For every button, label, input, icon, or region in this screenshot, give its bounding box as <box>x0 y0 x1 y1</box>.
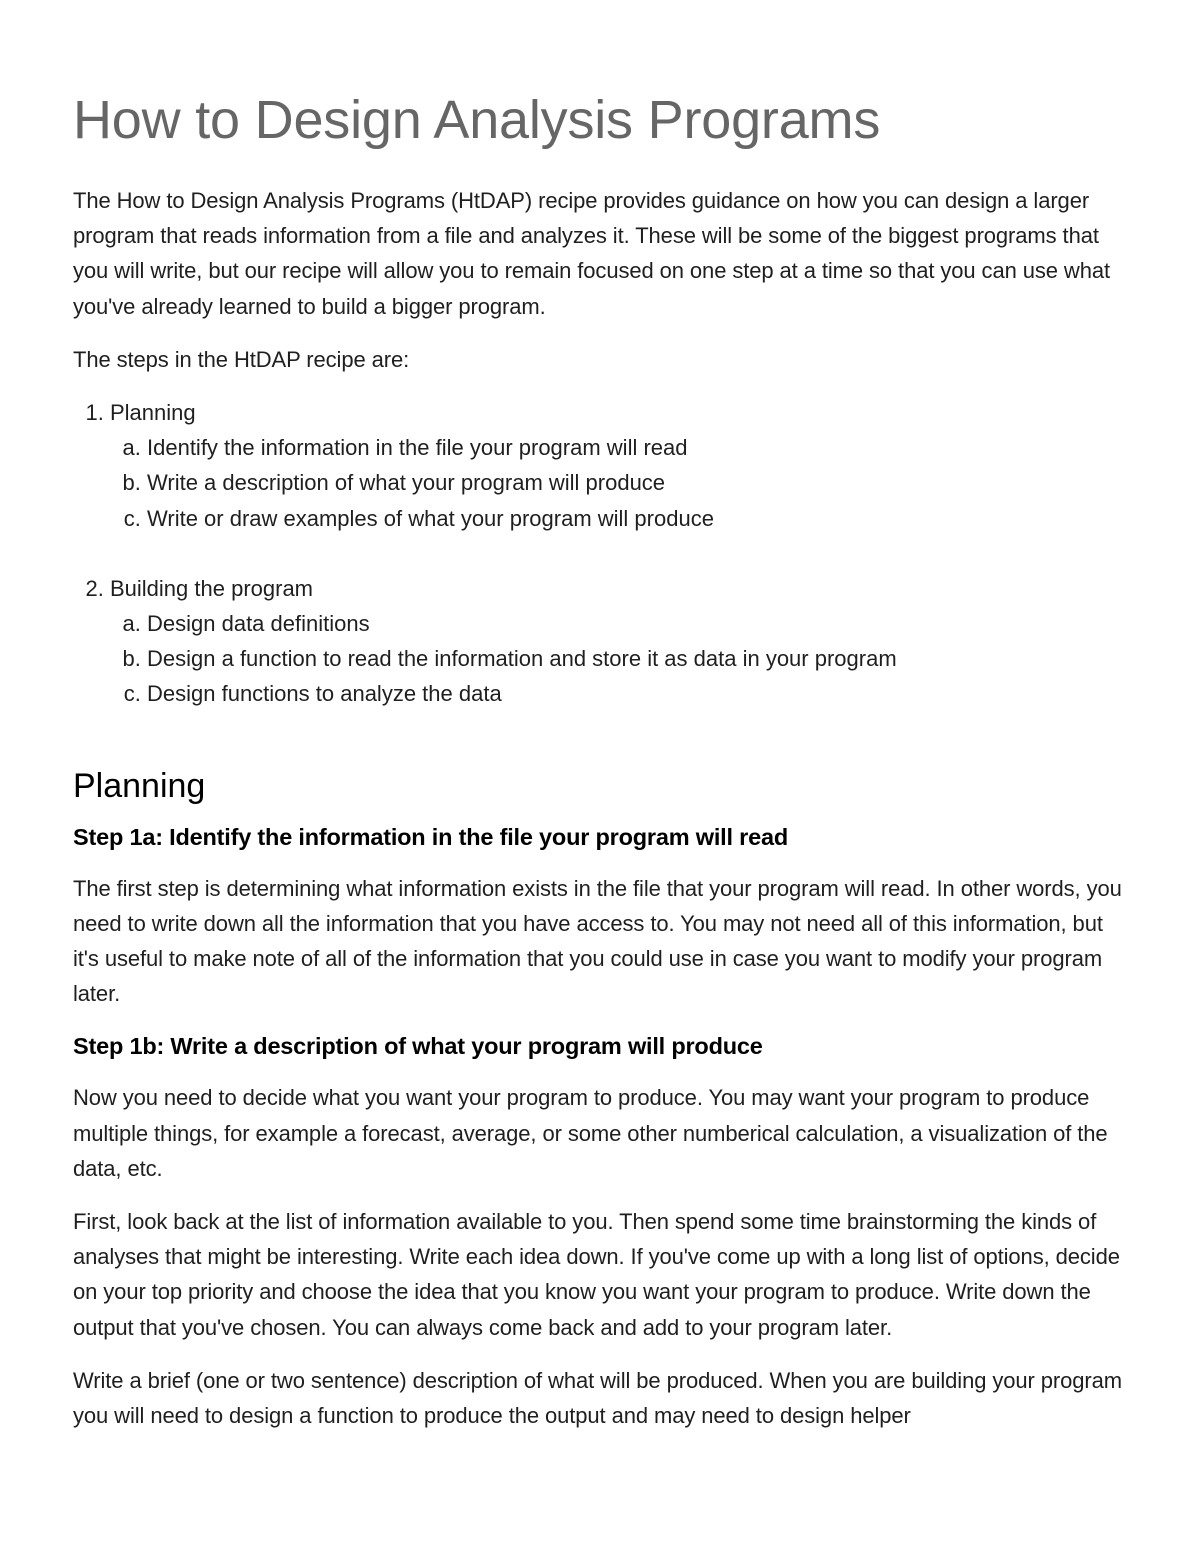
step-label: Planning <box>110 400 196 426</box>
substep-item: a. Identify the information in the file your program will read <box>147 430 1130 465</box>
substep-item: b. Write a description of what your program will produce <box>147 465 1130 500</box>
step-1a-paragraph: The first step is determining what information exists in the file that your program will read. In other words, you need to write down all the information that you have access to. You may not need all of this information, but it's useful to make note of all of the information that you could use in case you want to modify your program later. <box>73 875 1122 1007</box>
intro-paragraph: The How to Design Analysis Programs (HtDAP) recipe provides guidance on how you can design a larger program that reads information from a file and analyzes it. These will be some of the biggest programs that you will write, but our recipe will allow you to remain focused on one step at a time so that you can use what you've already learned to build a bigger program. <box>73 188 1110 319</box>
substeps-list <box>110 430 1130 536</box>
substep-item: c. Write or draw examples of what your program will produce <box>147 501 1130 536</box>
step-1b-paragraph: Write a brief (one or two sentence) description of what will be produced. When you are building your program you will need to design a function to produce the output and may need to design helper <box>73 1367 1123 1429</box>
step-building <box>110 571 1130 712</box>
substep-item: a. Design data definitions <box>147 606 1130 641</box>
step-1b-paragraph: Now you need to decide what you want your program to produce. You may want your program to produce multiple things, for example a forecast, average, or some other numberical calculation, a visualization of the data, etc. <box>73 1085 1108 1181</box>
step-label: Building the program <box>110 575 314 601</box>
substep-item: c. Design functions to analyze the data <box>147 676 1130 711</box>
steps-intro: The steps in the HtDAP recipe are: <box>73 346 410 372</box>
page-title: How to Design Analysis Programs <box>73 90 881 150</box>
step-1a-heading: Step 1a: Identify the information in the file your program will read <box>73 823 788 850</box>
section-heading-planning: Planning <box>73 766 206 805</box>
substep-item: b. Design a function to read the information and store it as data in your program <box>147 641 1130 676</box>
recipe-steps-list <box>73 395 1130 712</box>
substeps-list <box>110 606 1130 712</box>
step-1b-paragraph: First, look back at the list of information available to you. Then spend some time brainstorming the kinds of analyses that might be interesting. Write each idea down. If you've come up with a long list of options, decide on your top priority and choose the idea that you know you want your program to produce. Write down the output that you've chosen. You can always come back and add to your program later. <box>73 1209 1120 1340</box>
step-planning <box>110 395 1130 536</box>
step-1b-heading: Step 1b: Write a description of what your program will produce <box>73 1033 763 1060</box>
